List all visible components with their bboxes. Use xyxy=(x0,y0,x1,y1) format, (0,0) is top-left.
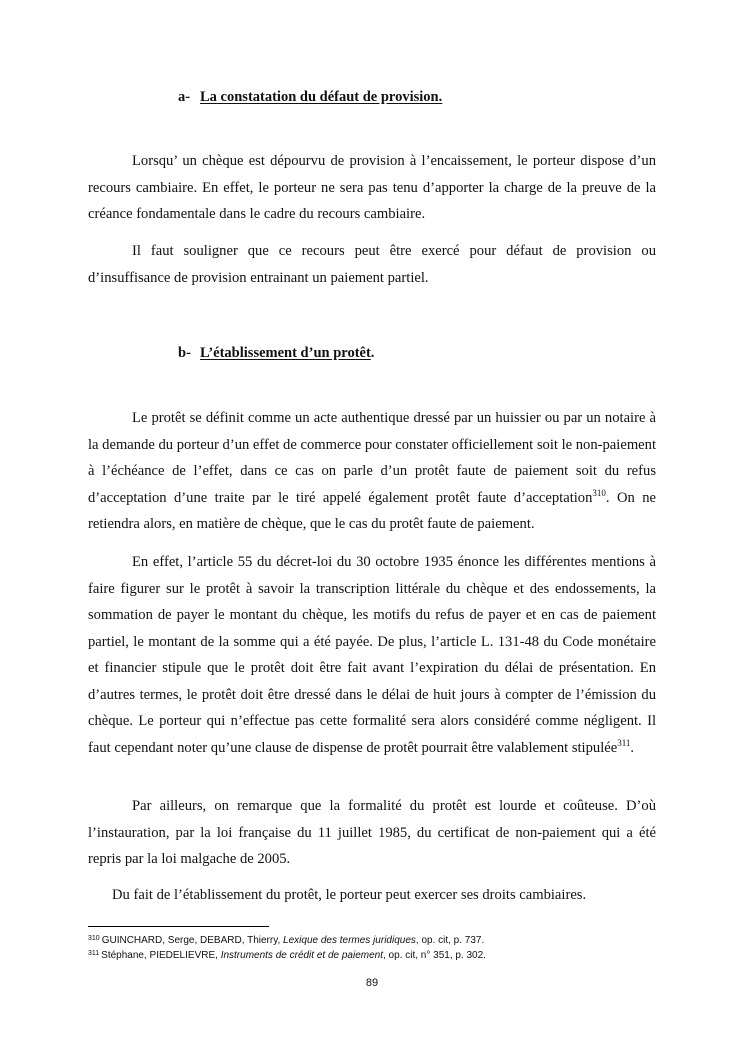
paragraph xyxy=(88,549,656,761)
footnote-rest: , op. cit, p. 737. xyxy=(415,935,485,946)
section-a-title: La constatation du défaut de provision. xyxy=(200,89,443,105)
section-a-marker: a- xyxy=(178,89,191,105)
footnote xyxy=(88,934,484,947)
paragraph-text: En effet, l’article 55 du décret-loi du 30 octobre 1935 énonce les différentes mentions à faire figurer sur le protêt à savoir la transcription littérale du chèque et des endossements, la sommation de payer le montant du chèque, les motifs du refus de payer et en cas de paiement partiel, le montant de la somme qui a été payée. De plus, l’article L. 131-48 du Code monétaire et financier stipule que le protêt doit être fait avant l’expiration du délai de présentation. En d’autres termes, le protêt doit être dressé dans le délai de huit jours à compter de l’émission du chèque. Le porteur qui n’effectue pas cette formalité sera alors considéré comme négligent. Il faut cependant noter qu’une clause de dispense de protêt pourrait être valablement stipulée xyxy=(88,554,656,756)
paragraph: Lorsqu’ un chèque est dépourvu de provision à l’encaissement, le porteur dispose d’un recours cambiaire. En effet, le porteur ne sera pas tenu d’apporter la charge de la preuve de la créance fondamentale dans le cadre du recours cambiaire. xyxy=(88,153,656,222)
section-a-heading xyxy=(178,89,442,106)
footnote xyxy=(88,949,486,962)
paragraph: Il faut souligner que ce recours peut être exercé pour défaut de provision ou d’insuffisance de provision entrainant un paiement partiel. xyxy=(88,243,656,286)
section-b-title-end: . xyxy=(370,345,375,361)
footnote-work: Lexique des termes juridiques xyxy=(283,935,416,946)
section-b-heading xyxy=(178,345,374,362)
paragraph-text: . xyxy=(630,739,635,756)
footnote-separator xyxy=(88,926,269,927)
paragraph: Par ailleurs, on remarque que la formalité du protêt est lourde et coûteuse. D’où l’instauration, par la loi française du 11 juillet 1985, du certificat de non-paiement qui a été repris par la loi malgache de 2005. xyxy=(88,798,656,867)
paragraph-text: Le protêt se définit comme un acte authentique dressé par un huissier ou par un notaire à la demande du porteur d’un effet de commerce pour constater officiellement soit le non-paiement à l’échéance de l’effet, dans ce cas on parle d’un protêt faute de paiement soit du refus d’acceptation d’une traite par le tiré appelé également protêt faute d’acceptation xyxy=(88,410,656,506)
footnote-work: Instruments de crédit et de paiement xyxy=(220,950,383,961)
paragraph-text: . On ne retiendra alors, en matière de chèque, que le cas du protêt faute de paiement. xyxy=(88,489,656,532)
paragraph xyxy=(88,405,656,538)
document-page xyxy=(88,0,656,1053)
footnote-reference: 310 xyxy=(592,487,606,498)
footnote-authors: Stéphane, PIEDELIEVRE, xyxy=(101,950,221,961)
footnote-authors: GUINCHARD, Serge, DEBARD, Thierry, xyxy=(101,935,284,946)
footnote-reference: 311 xyxy=(617,737,631,748)
footnote-rest: , op. cit, n° 351, p. 302. xyxy=(383,950,486,961)
section-b-marker: b- xyxy=(178,345,191,361)
paragraph: Du fait de l’établissement du protêt, le porteur peut exercer ses droits cambiaires. xyxy=(112,887,587,903)
footnote-number: 311 xyxy=(88,950,100,957)
page-number: 89 xyxy=(365,977,379,989)
section-b-title: L’établissement d’un protêt xyxy=(200,345,371,361)
footnote-number: 310 xyxy=(88,935,100,942)
